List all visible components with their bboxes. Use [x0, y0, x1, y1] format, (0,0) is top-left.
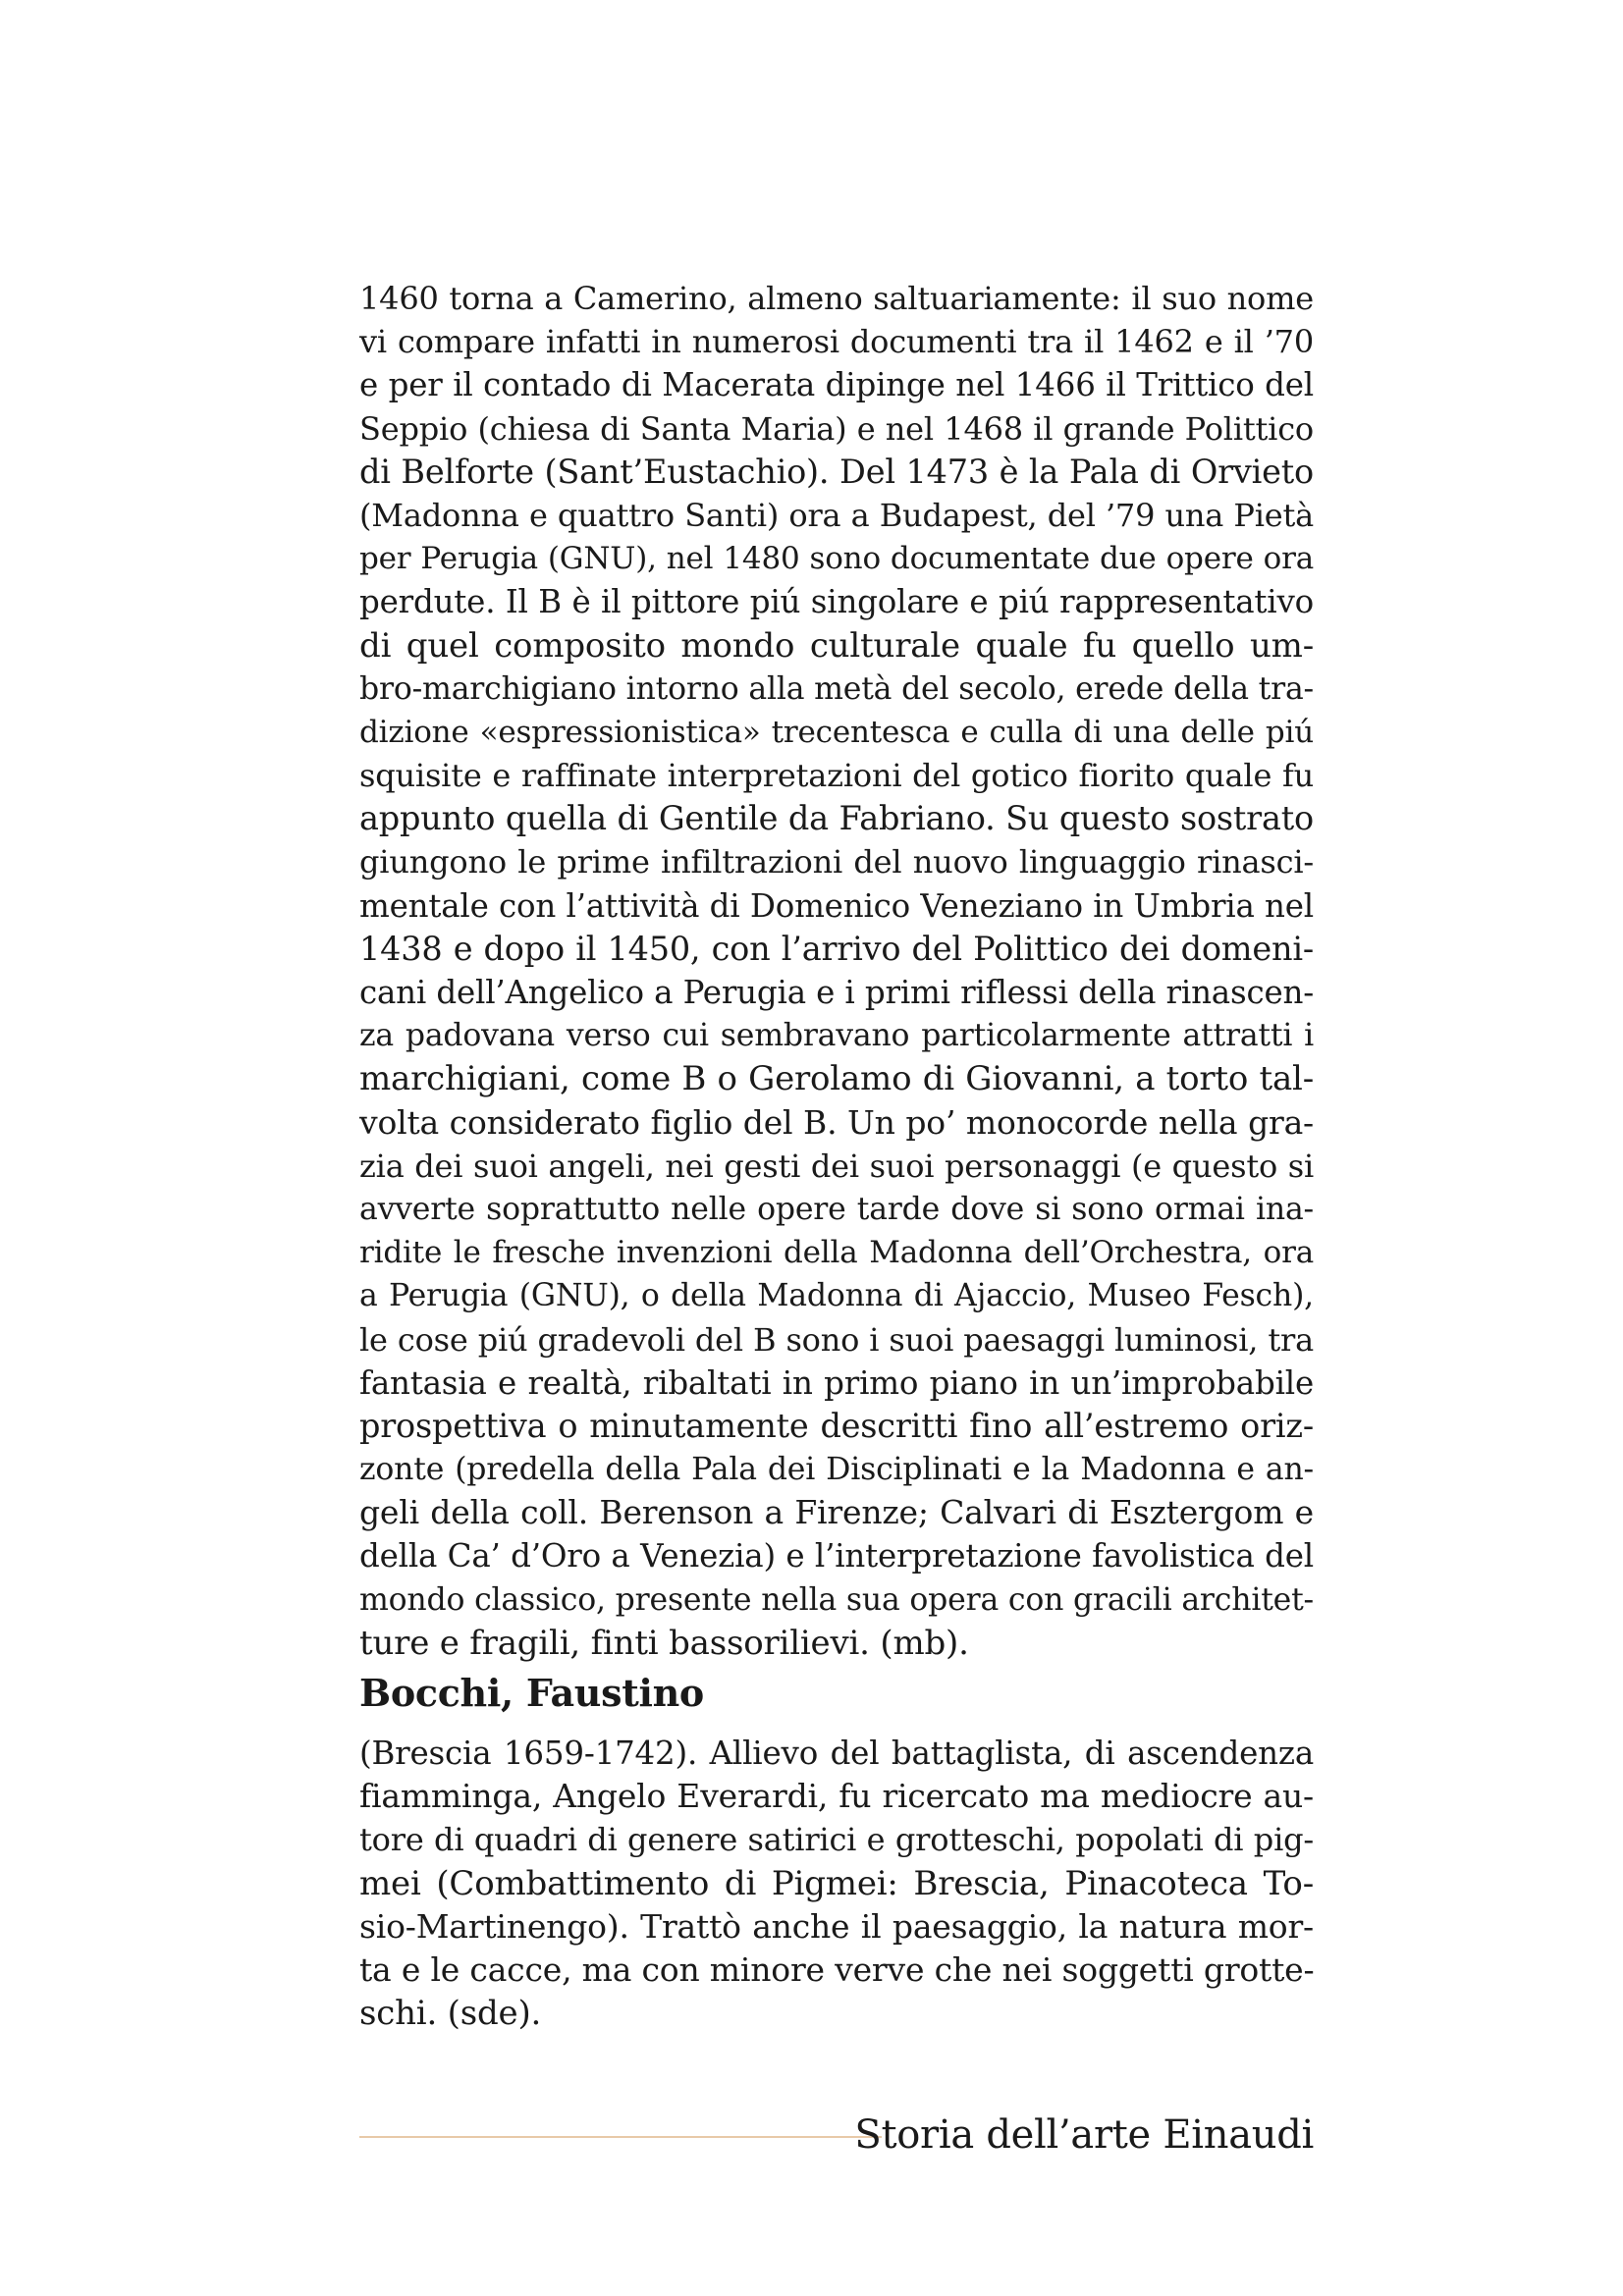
- text-line: mentale con l’attività di Domenico Veneziano in Umbria nel: [359, 886, 1314, 925]
- text-line: le cose piú gradevoli del B sono i suoi paesaggi luminosi, tra: [359, 1320, 1314, 1359]
- text-line: geli della coll. Berenson a Firenze; Calvari di Esztergom e: [359, 1493, 1314, 1532]
- text-line: ture e fragili, finti bassorilievi. (mb).: [359, 1623, 969, 1663]
- text-line: zonte (predella della Pala dei Disciplinati e la Madonna e an-: [359, 1452, 1314, 1488]
- text-line: appunto quella di Gentile da Fabriano. Su questo sostrato: [359, 799, 1314, 838]
- text-line: tore di quadri di genere satirici e grotteschi, popolati di pig-: [359, 1821, 1314, 1859]
- text-line: squisite e raffinate interpretazioni del gotico fiorito quale fu: [359, 757, 1314, 795]
- text-line: za padovana verso cui sembravano particolarmente attratti i: [359, 1018, 1314, 1054]
- text-line: Seppio (chiesa di Santa Maria) e nel 1468 il grande Polittico: [359, 409, 1314, 448]
- text-line: della Ca’ d’Oro a Venezia) e l’interpretazione favolistica del: [359, 1537, 1314, 1575]
- text-line: giungono le prime infiltrazioni del nuovo linguaggio rinasci-: [359, 843, 1314, 881]
- text-line: schi. (sde).: [359, 1994, 542, 2034]
- text-line: zia dei suoi angeli, nei gesti dei suoi personaggi (e questo si: [359, 1147, 1314, 1185]
- text-line: 1438 e dopo il 1450, con l’arrivo del Polittico dei domeni-: [359, 929, 1314, 968]
- text-line: di Belforte (Sant’Eustachio). Del 1473 è la Pala di Orvieto: [359, 452, 1314, 491]
- text-line: fantasia e realtà, ribaltati in primo piano in un’improbabile: [359, 1363, 1314, 1402]
- continuation-text: [359, 277, 1314, 1665]
- text-line: e per il contado di Macerata dipinge nel 1466 il Trittico del: [359, 366, 1314, 404]
- text-line: sio-Martinengo). Trattò anche il paesaggio, la natura mor-: [359, 1906, 1314, 1946]
- text-line: volta considerato figlio del B. Un po’ monocorde nella gra-: [359, 1102, 1314, 1142]
- text-line: 1460 torna a Camerino, almeno saltuariamente: il suo nome: [359, 280, 1314, 317]
- footer-title: Storia dell’arte Einaudi: [854, 2112, 1314, 2158]
- text-line: mei (Combattimento di Pigmei: Brescia, Pinacoteca To-: [359, 1863, 1314, 1903]
- footer-rule: [359, 2136, 882, 2138]
- entry-text: [359, 1732, 1314, 2035]
- text-line: bro-marchigiano intorno alla metà del secolo, erede della tra-: [359, 670, 1314, 707]
- text-line: avverte soprattutto nelle opere tarde dove si sono ormai ina-: [359, 1191, 1314, 1227]
- text-line: mondo classico, presente nella sua opera con gracili architet-: [359, 1581, 1314, 1618]
- text-line: ta e le cacce, ma con minore verve che nei soggetti grotte-: [359, 1949, 1315, 1989]
- text-line: (Brescia 1659-1742). Allievo del battaglista, di ascendenza: [359, 1735, 1314, 1772]
- text-line: perdute. Il B è il pittore piú singolare e piú rappresentativo: [359, 583, 1314, 621]
- text-line: ridite le fresche invenzioni della Madonna dell’Orchestra, ora: [359, 1235, 1314, 1271]
- text-line: (Madonna e quattro Santi) ora a Budapest, del ’79 una Pietà: [359, 496, 1314, 534]
- text-line: cani dell’Angelico a Perugia e i primi riflessi della rinascen-: [359, 974, 1314, 1011]
- text-line: prospettiva o minutamente descritti fino all’estremo oriz-: [359, 1406, 1314, 1445]
- text-line: per Perugia (GNU), nel 1480 sono documentate due opere ora: [359, 541, 1314, 577]
- text-line: fiamminga, Angelo Everardi, fu ricercato ma mediocre au-: [359, 1777, 1314, 1816]
- text-line: a Perugia (GNU), o della Madonna di Ajaccio, Museo Fesch),: [359, 1278, 1314, 1314]
- text-line: di quel composito mondo culturale quale fu quello um-: [359, 625, 1314, 666]
- entry-heading: Bocchi, Faustino: [359, 1671, 704, 1715]
- text-line: marchigiani, come B o Gerolamo di Giovanni, a torto tal-: [359, 1059, 1314, 1099]
- text-line: dizione «espressionistica» trecentesca e culla di una delle piú: [359, 714, 1314, 750]
- text-line: vi compare infatti in numerosi documenti tra il 1462 e il ’70: [359, 323, 1314, 361]
